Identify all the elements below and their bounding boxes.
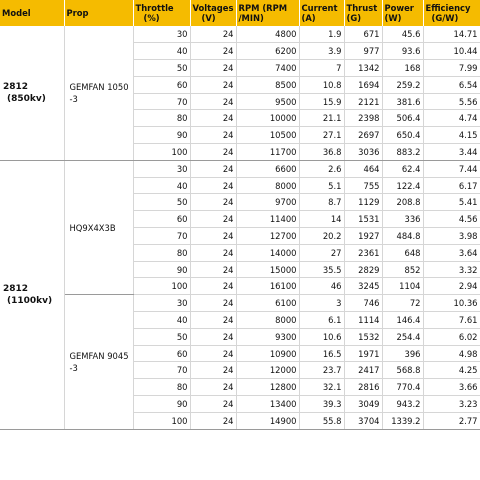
throttle-cell: 30 [133,295,190,312]
thrust-cell: 746 [344,295,382,312]
power-cell: 93.6 [382,43,423,60]
current-cell: 20.2 [299,228,344,245]
throttle-cell: 40 [133,177,190,194]
power-cell: 146.4 [382,312,423,329]
rpm-cell: 14900 [236,412,299,429]
efficiency-cell: 3.32 [423,261,480,278]
rpm-cell: 9300 [236,328,299,345]
throttle-cell: 60 [133,345,190,362]
voltage-cell: 24 [190,160,236,177]
throttle-cell: 30 [133,26,190,43]
throttle-cell: 100 [133,412,190,429]
current-cell: 46 [299,278,344,295]
voltage-cell: 24 [190,144,236,161]
rpm-cell: 9700 [236,194,299,211]
thrust-cell: 1927 [344,228,382,245]
voltage-cell: 24 [190,295,236,312]
header-voltages: Voltages (V) [190,0,236,26]
power-cell: 254.4 [382,328,423,345]
throttle-cell: 40 [133,43,190,60]
throttle-cell: 60 [133,211,190,228]
throttle-cell: 70 [133,228,190,245]
efficiency-cell: 3.66 [423,379,480,396]
power-cell: 506.4 [382,110,423,127]
throttle-cell: 40 [133,312,190,329]
thrust-cell: 2417 [344,362,382,379]
power-cell: 1339.2 [382,412,423,429]
rpm-cell: 14000 [236,244,299,261]
thrust-cell: 2829 [344,261,382,278]
model-name: 2812 [3,283,29,294]
rpm-cell: 16100 [236,278,299,295]
voltage-cell: 24 [190,244,236,261]
prop-cell: HQ9X4X3B [64,160,133,294]
current-cell: 27 [299,244,344,261]
power-cell: 943.2 [382,396,423,413]
throttle-cell: 50 [133,194,190,211]
efficiency-cell: 5.41 [423,194,480,211]
voltage-cell: 24 [190,194,236,211]
thrust-cell: 2361 [344,244,382,261]
thrust-cell: 1532 [344,328,382,345]
thrust-cell: 1531 [344,211,382,228]
header-rpm: RPM (RPM /MIN) [236,0,299,26]
thrust-cell: 1129 [344,194,382,211]
power-cell: 568.8 [382,362,423,379]
voltage-cell: 24 [190,379,236,396]
current-cell: 1.9 [299,26,344,43]
throttle-cell: 60 [133,76,190,93]
voltage-cell: 24 [190,211,236,228]
power-cell: 336 [382,211,423,228]
current-cell: 35.5 [299,261,344,278]
efficiency-cell: 7.61 [423,312,480,329]
current-cell: 15.9 [299,93,344,110]
current-cell: 32.1 [299,379,344,396]
thrust-cell: 3036 [344,144,382,161]
current-cell: 55.8 [299,412,344,429]
throttle-cell: 80 [133,379,190,396]
efficiency-cell: 4.98 [423,345,480,362]
voltage-cell: 24 [190,312,236,329]
thrust-cell: 755 [344,177,382,194]
throttle-cell: 80 [133,110,190,127]
thrust-cell: 2816 [344,379,382,396]
voltage-cell: 24 [190,328,236,345]
efficiency-cell: 2.77 [423,412,480,429]
efficiency-cell: 5.56 [423,93,480,110]
current-cell: 36.8 [299,144,344,161]
rpm-cell: 9500 [236,93,299,110]
voltage-cell: 24 [190,127,236,144]
current-cell: 2.6 [299,160,344,177]
thrust-cell: 1342 [344,60,382,77]
current-cell: 10.8 [299,76,344,93]
voltage-cell: 24 [190,396,236,413]
current-cell: 3.9 [299,43,344,60]
throttle-cell: 90 [133,127,190,144]
voltage-cell: 24 [190,110,236,127]
efficiency-cell: 3.98 [423,228,480,245]
model-kv: (1100kv) [7,295,53,306]
thrust-cell: 671 [344,26,382,43]
voltage-cell: 24 [190,261,236,278]
efficiency-cell: 3.23 [423,396,480,413]
thrust-cell: 3049 [344,396,382,413]
table-row [0,26,480,43]
rpm-cell: 7400 [236,60,299,77]
power-cell: 45.6 [382,26,423,43]
throttle-cell: 80 [133,244,190,261]
current-cell: 10.6 [299,328,344,345]
throttle-cell: 70 [133,362,190,379]
rpm-cell: 13400 [236,396,299,413]
table-row [0,160,480,177]
rpm-cell: 6200 [236,43,299,60]
thrust-cell: 1694 [344,76,382,93]
efficiency-cell: 2.94 [423,278,480,295]
throttle-cell: 100 [133,144,190,161]
thrust-cell: 2697 [344,127,382,144]
rpm-cell: 15000 [236,261,299,278]
current-cell: 23.7 [299,362,344,379]
thrust-cell: 3704 [344,412,382,429]
header-thrust: Thrust (G) [344,0,382,26]
efficiency-cell: 7.44 [423,160,480,177]
throttle-cell: 50 [133,60,190,77]
voltage-cell: 24 [190,60,236,77]
efficiency-cell: 3.64 [423,244,480,261]
power-cell: 72 [382,295,423,312]
voltage-cell: 24 [190,76,236,93]
efficiency-cell: 7.99 [423,60,480,77]
current-cell: 5.1 [299,177,344,194]
power-cell: 650.4 [382,127,423,144]
current-cell: 3 [299,295,344,312]
thrust-cell: 1971 [344,345,382,362]
rpm-cell: 11700 [236,144,299,161]
current-cell: 27.1 [299,127,344,144]
table-header-row [0,0,480,26]
rpm-cell: 8500 [236,76,299,93]
efficiency-cell: 4.15 [423,127,480,144]
power-cell: 852 [382,261,423,278]
model-name: 2812 [3,81,29,92]
power-cell: 168 [382,60,423,77]
thrust-cell: 3245 [344,278,382,295]
power-cell: 259.2 [382,76,423,93]
power-cell: 62.4 [382,160,423,177]
voltage-cell: 24 [190,278,236,295]
current-cell: 16.5 [299,345,344,362]
thrust-cell: 977 [344,43,382,60]
rpm-cell: 4800 [236,26,299,43]
current-cell: 14 [299,211,344,228]
power-cell: 484.8 [382,228,423,245]
rpm-cell: 10500 [236,127,299,144]
thrust-cell: 464 [344,160,382,177]
header-model: Model [0,0,64,26]
current-cell: 6.1 [299,312,344,329]
rpm-cell: 10900 [236,345,299,362]
rpm-cell: 8000 [236,312,299,329]
throttle-cell: 50 [133,328,190,345]
efficiency-cell: 4.25 [423,362,480,379]
current-cell: 7 [299,60,344,77]
model-kv: (850kv) [7,93,46,104]
power-cell: 396 [382,345,423,362]
thrust-cell: 2398 [344,110,382,127]
thrust-cell: 1114 [344,312,382,329]
prop-cell: GEMFAN 1050-3 [64,26,133,160]
voltage-cell: 24 [190,26,236,43]
rpm-cell: 11400 [236,211,299,228]
power-cell: 770.4 [382,379,423,396]
efficiency-cell: 10.44 [423,43,480,60]
efficiency-cell: 10.36 [423,295,480,312]
power-cell: 381.6 [382,93,423,110]
efficiency-cell: 6.54 [423,76,480,93]
rpm-cell: 6600 [236,160,299,177]
header-throttle: Throttle (%) [133,0,190,26]
voltage-cell: 24 [190,177,236,194]
voltage-cell: 24 [190,412,236,429]
rpm-cell: 12700 [236,228,299,245]
throttle-cell: 90 [133,396,190,413]
header-power: Power (W) [382,0,423,26]
rpm-cell: 8000 [236,177,299,194]
prop-cell: GEMFAN 9045-3 [64,295,133,429]
model-cell [0,160,64,429]
efficiency-cell: 4.74 [423,110,480,127]
throttle-cell: 90 [133,261,190,278]
voltage-cell: 24 [190,43,236,60]
voltage-cell: 24 [190,93,236,110]
throttle-cell: 70 [133,93,190,110]
throttle-cell: 30 [133,160,190,177]
header-current: Current (A) [299,0,344,26]
efficiency-cell: 4.56 [423,211,480,228]
current-cell: 8.7 [299,194,344,211]
header-efficiency: Efficiency (G/W) [423,0,480,26]
voltage-cell: 24 [190,362,236,379]
efficiency-cell: 14.71 [423,26,480,43]
rpm-cell: 10000 [236,110,299,127]
voltage-cell: 24 [190,228,236,245]
power-cell: 122.4 [382,177,423,194]
current-cell: 21.1 [299,110,344,127]
efficiency-cell: 3.44 [423,144,480,161]
power-cell: 1104 [382,278,423,295]
rpm-cell: 12000 [236,362,299,379]
model-cell [0,26,64,160]
efficiency-cell: 6.17 [423,177,480,194]
power-cell: 648 [382,244,423,261]
power-cell: 208.8 [382,194,423,211]
rpm-cell: 12800 [236,379,299,396]
voltage-cell: 24 [190,345,236,362]
efficiency-cell: 6.02 [423,328,480,345]
header-prop: Prop [64,0,133,26]
table-row [0,295,480,312]
thrust-cell: 2121 [344,93,382,110]
power-cell: 883.2 [382,144,423,161]
rpm-cell: 6100 [236,295,299,312]
current-cell: 39.3 [299,396,344,413]
throttle-cell: 100 [133,278,190,295]
